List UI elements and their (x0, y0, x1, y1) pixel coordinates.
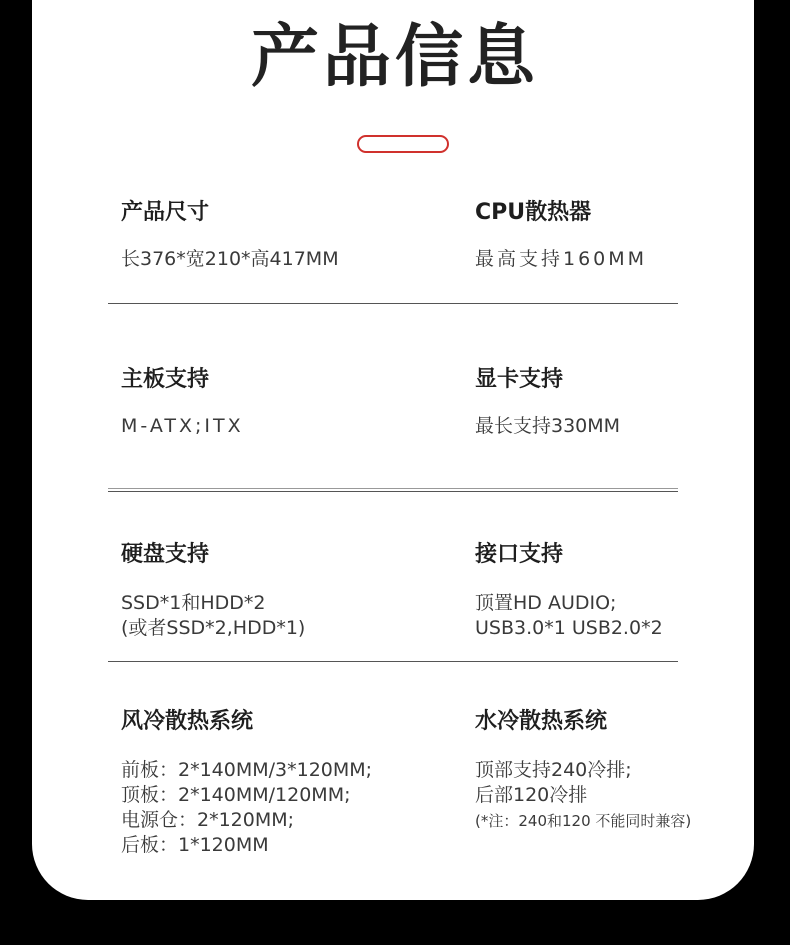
spec-ports (475, 541, 663, 641)
spec-value-line: 电源仓：2*120MM; (121, 809, 295, 831)
spec-value: 最长支持330MM (475, 415, 621, 437)
spec-label: 显卡支持 (475, 367, 564, 392)
spec-value-line: 顶部支持240冷排; (475, 759, 632, 781)
spec-value-line: 顶板：2*140MM/120MM; (121, 784, 351, 806)
spec-value: 最高支持160MM (475, 248, 648, 270)
page-title: 产品信息 (250, 18, 539, 97)
spec-value: M-ATX;ITX (121, 415, 244, 437)
spec-value: 长376*宽210*高417MM (121, 248, 339, 270)
spec-note: (*注：240和120 不能同时兼容) (475, 812, 692, 830)
spec-value-line: 前板：2*140MM/3*120MM; (121, 759, 373, 781)
spec-label: CPU散热器 (475, 200, 592, 225)
spec-motherboard (121, 366, 244, 439)
title-accent-pill (357, 135, 449, 153)
spec-gpu (475, 366, 620, 439)
spec-label: 产品尺寸 (121, 200, 210, 225)
row-divider (108, 303, 678, 304)
spec-product-size (121, 199, 339, 272)
spec-label: 硬盘支持 (121, 542, 210, 567)
spec-value-line: USB3.0*1 USB2.0*2 (475, 617, 663, 639)
spec-value-line: SSD*1和HDD*2 (121, 592, 266, 614)
row-divider (108, 661, 678, 662)
spec-label: 水冷散热系统 (475, 709, 608, 734)
spec-water-cooling (475, 708, 691, 834)
spec-value-line: 后板：1*120MM (121, 834, 269, 856)
spec-value-line: 后部120冷排 (475, 784, 588, 806)
spec-label: 风冷散热系统 (121, 709, 254, 734)
spec-storage (121, 541, 305, 641)
spec-cpu-cooler (475, 199, 647, 272)
row-divider (108, 488, 678, 492)
spec-value-line: 顶置HD AUDIO; (475, 592, 617, 614)
spec-value-line: (或者SSD*2,HDD*1) (121, 617, 306, 639)
spec-label: 接口支持 (475, 542, 564, 567)
spec-label: 主板支持 (121, 367, 210, 392)
spec-air-cooling (121, 708, 372, 858)
